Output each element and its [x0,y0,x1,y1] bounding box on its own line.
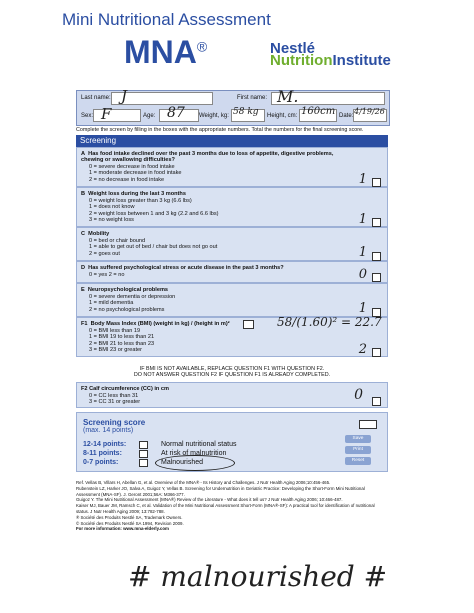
question-a-score-box[interactable] [372,178,381,187]
question-d-title: Has suffered psychological stress or acute disease in the past 3 months? [88,265,284,271]
question-b-answer: 1 [358,212,367,227]
reference-2: Rubenstein LZ, Harker JO, Salva A, Guigoz Y, Vellas B. Screening for Undernutrition in Geriatric Practice: Developing the Short-Form Mini Nutritional Assessment (MNA-SF). J. Geront 2001;56A: M366-377. [76,485,365,497]
question-d-answer: 0 [358,267,367,282]
question-e-title: Neuropsychological problems [87,287,169,293]
instructions: Complete the screen by filling in the boxes with the appropriate numbers. Total the numbers for the final screening score. [76,127,364,133]
reference-1: Ref. Vellas B, Villars H, Abellan G, et al. Overview of the MNA® - Its History and Challenges. J Nutr Health Aging 2006;10:456-465. [76,480,331,485]
question-a-options: 0 = severe decrease in food intake 1 = moderate decrease in food intake 2 = no decrease in food intake [89,164,182,183]
date-label: Date: [339,113,354,119]
height-value: 160cm [301,106,336,117]
nestle-logo-line2: NutritionInstitute [270,52,391,69]
first-name-value: M. [277,87,299,106]
bmi-note-2: DO NOT ANSWER QUESTION F2 IF QUESTION F1 IS ALREADY COMPLETED. [133,372,331,378]
nestle-logo-line1: Nestlé [270,40,316,57]
question-e: E Neuropsychological problems 0 = severe dementia or depression 1 = mild dementia 2 = no psychological problems 1 [76,283,388,317]
question-d-score-box[interactable] [372,273,381,282]
question-d: D Has suffered psychological stress or acute disease in the past 3 months? 0 = yes 2 = no 0 [76,261,388,283]
reference-trademark: ® Société des Produits Nestlé SA, Trademark Owners. [76,514,183,520]
question-f2 [76,382,388,408]
question-f1-score-box[interactable] [372,348,381,357]
score-row-normal-status: Normal nutritional status [161,441,237,448]
bmi-note-1: IF BMI IS NOT AVAILABLE, REPLACE QUESTION F1 WITH QUESTION F2. [139,366,325,372]
screening-score-panel [76,412,388,472]
reference-4: Kaiser MJ, Bauer JM, Ramsch C, et al. Validation of the Mini Nutritional Assessment Short-Form (MNA®-SF): A practical tool for identification of nutritional status. J Nutr Health Aging 2009; 13:782-788. [76,503,375,514]
question-b-options: 0 = weight loss greater than 3 kg (6.6 lbs) 1 = does not know 2 = weight loss between 1 and 3 kg (2.2 and 6.6 lbs) 3 = no weight loss [89,198,219,224]
question-c-score-box[interactable] [372,252,381,261]
score-row-risk-status: At risk of malnutrition [161,450,227,457]
age-label: Age: [143,113,156,119]
question-a-title: Has food intake declined over the past 3 months due to loss of appetite, digestive problems, chewing or swallowing difficulties? [81,151,334,164]
question-b-title: Weight loss during the last 3 months [88,191,186,197]
date-value: 4/19/26 [354,107,385,116]
height-label: Height, cm: [267,113,298,119]
question-f1: F1 Body Mass Index (BMI) (weight in kg) / (height in m)² 0 = BMI less than 19 1 = BMI 19 to less than 21 2 = BMI 21 to less than 23 3 = BMI 23 or greater 58/(1.60)² = 22.7 2 [76,317,388,357]
question-a: A Has food intake declined over the past 3 months due to loss of appetite, digestive problems, chewing or swallowing difficulties? 0 = severe decrease in food intake 1 = moderate decrease in food intake 2 = no decrease in food intake 1 [76,147,388,187]
question-a-answer: 1 [358,172,367,187]
question-f2-options: 0 = CC less than 31 3 = CC 31 or greater [89,393,141,406]
bmi-workings: 58/(1.60)² = 22.7 [277,315,382,329]
bmi-input-box[interactable] [243,320,254,329]
first-name-label: First name: [237,95,268,101]
score-row-malnourished-checkbox[interactable] [139,459,148,467]
question-c-options: 0 = bed or chair bound 1 = able to get out of bed / chair but does not go out 2 = goes out [89,238,218,257]
reset-button[interactable]: Reset [345,457,371,465]
sex-label: Sex: [81,113,94,119]
age-value: 87 [167,105,185,121]
score-row-normal-points: 12-14 points: [83,441,127,448]
screening-header: Screening [76,135,388,147]
question-f2-score-box[interactable] [372,397,381,406]
question-f1-answer: 2 [358,342,367,357]
reference-copyright: © Société des Produits Nestlé SA 1994, Revision 2009. [76,520,184,526]
question-b: B Weight loss during the last 3 months 0 = weight loss greater than 3 kg (6.6 lbs) 1 = does not know 2 = weight loss between 1 and 3 kg (2.2 and 6.6 lbs) 3 = no weight loss 1 [76,187,388,227]
question-f1-title: Body Mass Index (BMI) (weight in kg) / (height in m)² [90,321,230,327]
score-row-malnourished-status: Malnourished [161,459,204,466]
question-c: C Mobility 0 = bed or chair bound 1 = able to get out of bed / chair but does not go out 2 = goes out 1 [76,227,388,261]
more-info-link[interactable]: For more information: www.mna-elderly.com [76,526,169,532]
print-button[interactable]: Print [345,446,371,454]
question-e-options: 0 = severe dementia or depression 1 = mild dementia 2 = no psychological problems [89,294,176,313]
question-c-answer: 1 [358,245,367,260]
weight-label: Weight, kg: [199,113,229,119]
score-subtitle: (max. 14 points) [83,427,134,434]
score-label: Screening score [83,418,146,427]
last-name-label: Last name: [81,95,111,101]
total-score-box[interactable] [359,420,377,429]
question-b-score-box[interactable] [372,218,381,227]
score-row-risk-points: 8-11 points: [83,450,122,457]
malnourished-circle-mark [155,455,235,471]
handwritten-note: # malnourished # [128,560,388,593]
last-name-value: J [121,87,128,105]
sex-value: F [101,105,112,123]
question-f2-title: F2 Calf circumference (CC) in cm [81,386,169,392]
question-e-answer: 1 [358,301,367,316]
form-title: Mini Nutritional Assessment [62,10,271,29]
score-row-malnourished-points: 0-7 points: [83,459,119,466]
save-button[interactable]: Save [345,435,371,443]
question-c-title: Mobility [88,231,110,237]
question-f2-answer: 0 [354,387,363,403]
patient-identification [76,87,390,126]
question-d-options: 0 = yes 2 = no [89,272,125,278]
form-acronym: MNA® [124,34,208,70]
question-f1-options: 0 = BMI less than 19 1 = BMI 19 to less than 21 2 = BMI 21 to less than 23 3 = BMI 23 or greater [89,328,155,354]
score-row-risk-checkbox[interactable] [139,450,148,458]
reference-3: Guigoz Y. The Mini Nutritional Assessment (MNA®) Review of the Literature - What does it tell us? J Nutr Health Aging 2006; 10:466-487. [76,497,343,503]
weight-value: 58 kg [233,107,259,117]
score-row-normal-checkbox[interactable] [139,441,148,449]
references [76,480,386,532]
